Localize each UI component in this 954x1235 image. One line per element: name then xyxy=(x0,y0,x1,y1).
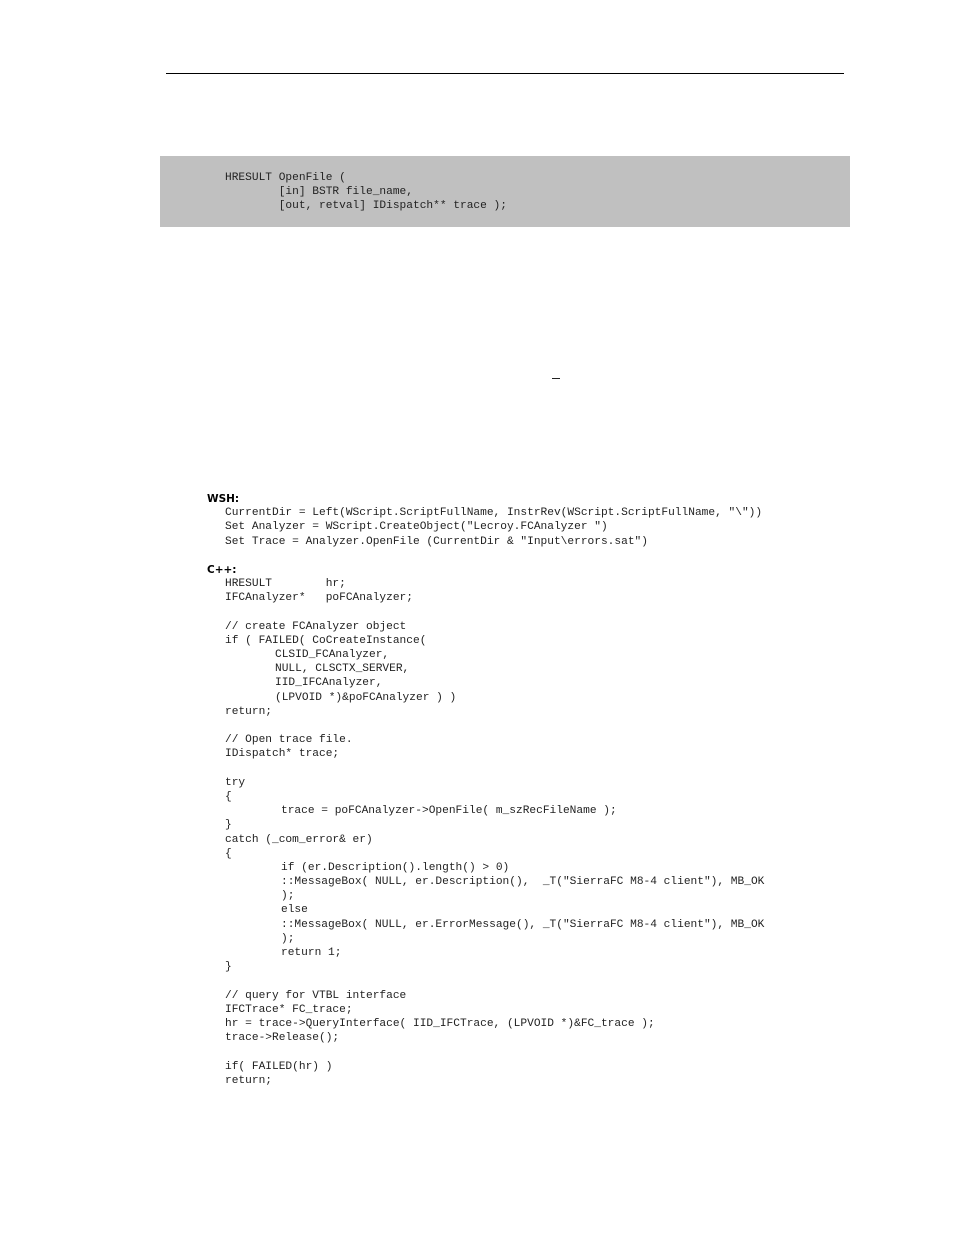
signature-line: [in] BSTR file_name, xyxy=(225,186,413,199)
code-line: else xyxy=(281,904,308,917)
signature-line: HRESULT OpenFile ( xyxy=(225,172,346,184)
code-line: IFCAnalyzer* poFCAnalyzer; xyxy=(225,592,413,605)
code-line: return; xyxy=(225,1074,272,1087)
code-comment: // Open trace file. xyxy=(225,734,353,747)
code-line: HRESULT hr; xyxy=(225,578,346,591)
wsh-label: WSH: xyxy=(207,493,240,505)
code-line: if ( FAILED( CoCreateInstance( xyxy=(225,634,427,647)
code-line: ::MessageBox( NULL, er.ErrorMessage(), _T("SierraFC M8-4 client"), MB_OK xyxy=(281,918,765,931)
code-line: trace->Release(); xyxy=(225,1032,340,1045)
code-line: if( FAILED(hr) ) xyxy=(225,1060,333,1073)
code-line: IDispatch* trace; xyxy=(225,748,340,761)
code-line: (LPVOID *)&poFCAnalyzer ) ) xyxy=(275,691,457,704)
code-line: trace = poFCAnalyzer->OpenFile( m_szRecFileName ); xyxy=(281,805,617,818)
code-line: if (er.Description().length() > 0) xyxy=(281,861,510,874)
code-line: { xyxy=(225,847,232,860)
code-line: ::MessageBox( NULL, er.Description(), _T("SierraFC M8-4 client"), MB_OK xyxy=(281,876,765,889)
code-line: catch (_com_error& er) xyxy=(225,833,373,846)
code-comment: // create FCAnalyzer object xyxy=(225,620,407,633)
code-line: Set Trace = Analyzer.OpenFile (CurrentDir & "Input\errors.sat") xyxy=(225,535,648,548)
cpp-label: C++: xyxy=(207,563,237,576)
code-comment: // query for VTBL interface xyxy=(225,989,407,1002)
code-line: hr = trace->QueryInterface( IID_IFCTrace, (LPVOID *)&FC_trace ); xyxy=(225,1017,655,1030)
example-code xyxy=(207,492,764,1088)
code-line: Set Analyzer = WScript.CreateObject("Lecroy.FCAnalyzer ") xyxy=(225,521,608,534)
code-line: IID_IFCAnalyzer, xyxy=(275,677,383,690)
code-line: return 1; xyxy=(281,947,342,959)
code-line: try xyxy=(225,776,246,789)
code-line: ); xyxy=(281,890,295,903)
code-line: { xyxy=(225,790,232,803)
code-line: NULL, CLSCTX_SERVER, xyxy=(275,663,410,676)
code-line: } xyxy=(225,961,232,974)
dash-mark xyxy=(552,378,560,379)
code-line: return; xyxy=(225,705,272,718)
code-line: } xyxy=(225,819,232,832)
header-rule xyxy=(166,73,844,74)
code-line: CLSID_FCAnalyzer, xyxy=(275,649,390,662)
code-line: CurrentDir = Left(WScript.ScriptFullName, InstrRev(WScript.ScriptFullName, "\")) xyxy=(225,507,763,520)
code-line: ); xyxy=(281,932,295,945)
signature-line: [out, retval] IDispatch** trace ); xyxy=(225,200,507,213)
code-line: IFCTrace* FC_trace; xyxy=(225,1003,353,1016)
signature-code xyxy=(225,171,507,214)
